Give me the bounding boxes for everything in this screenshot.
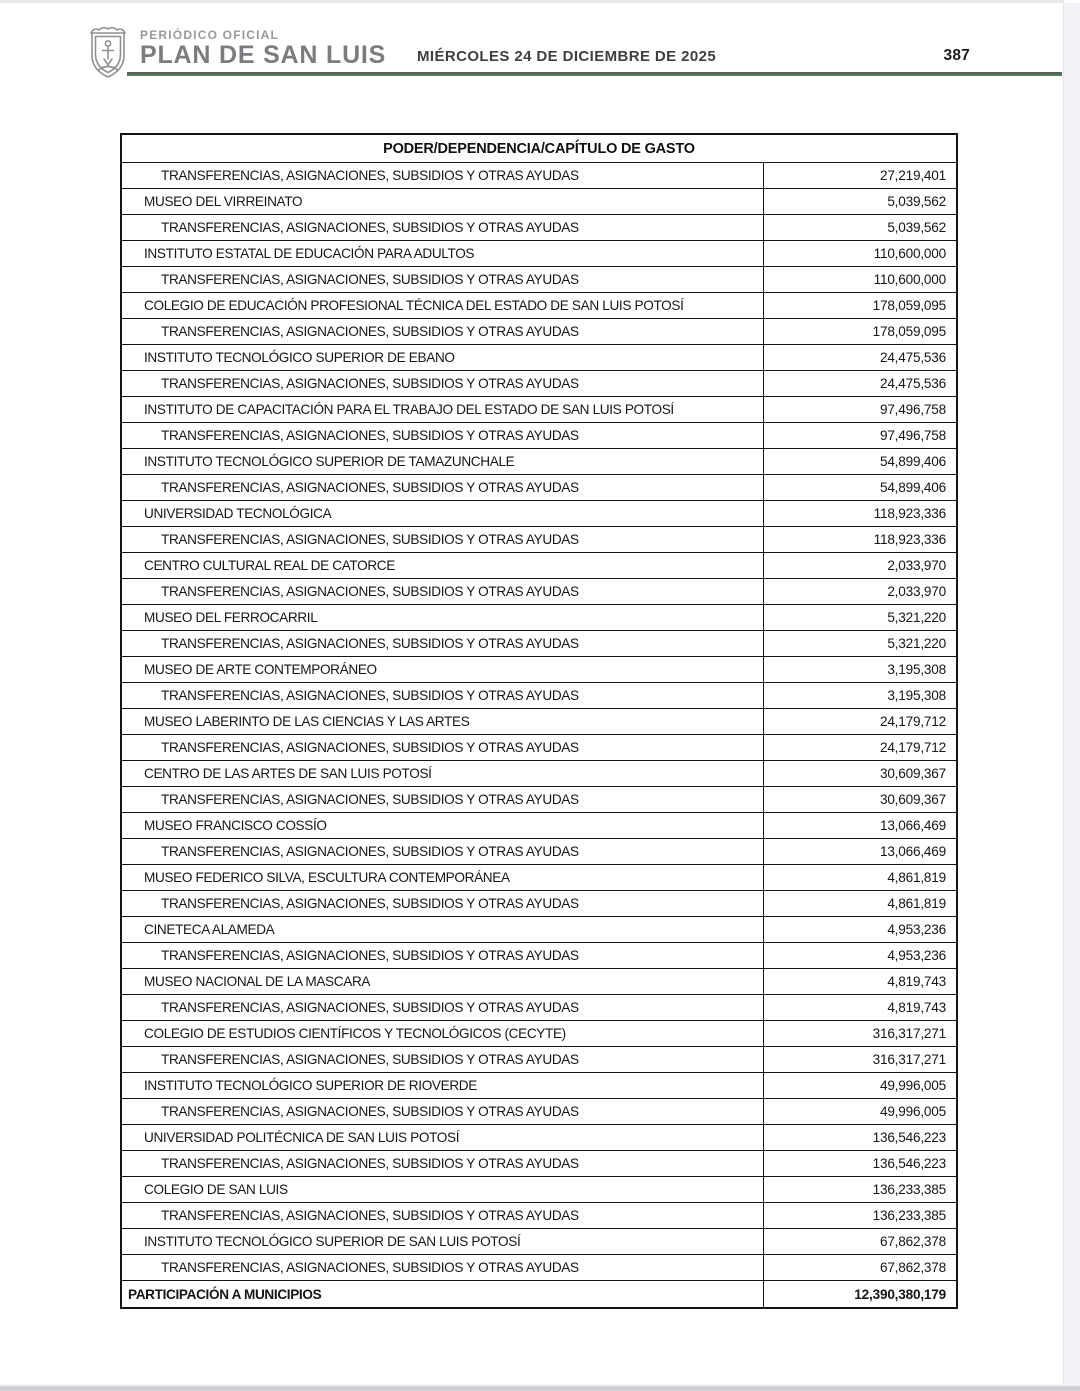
row-value: 24,475,536 [879, 350, 946, 365]
row-value: 3,195,308 [887, 662, 946, 677]
row-value: 13,066,469 [879, 844, 946, 859]
row-label: TRANSFERENCIAS, ASIGNACIONES, SUBSIDIOS Y OTRAS AYUDAS [122, 787, 764, 812]
row-value: 2,033,970 [887, 558, 946, 573]
row-label: MUSEO FEDERICO SILVA, ESCULTURA CONTEMPORÁNEA [122, 865, 764, 890]
table-row [122, 1047, 956, 1073]
row-label: MUSEO DEL VIRREINATO [122, 189, 764, 214]
row-value: 178,059,095 [872, 324, 946, 339]
table-row [122, 683, 956, 709]
row-label: MUSEO NACIONAL DE LA MASCARA [122, 969, 764, 994]
table-row [122, 1177, 956, 1203]
budget-table-body [122, 163, 956, 1307]
table-row [122, 293, 956, 319]
row-value: 5,039,562 [887, 194, 946, 209]
row-label: TRANSFERENCIAS, ASIGNACIONES, SUBSIDIOS Y OTRAS AYUDAS [122, 943, 764, 968]
row-label: INSTITUTO TECNOLÓGICO SUPERIOR DE EBANO [122, 345, 764, 370]
table-row [122, 891, 956, 917]
row-label: MUSEO LABERINTO DE LAS CIENCIAS Y LAS ARTES [122, 709, 764, 734]
row-label: TRANSFERENCIAS, ASIGNACIONES, SUBSIDIOS Y OTRAS AYUDAS [122, 995, 764, 1020]
row-value: 24,475,536 [879, 376, 946, 391]
row-value: 110,600,000 [873, 272, 946, 287]
row-label: PARTICIPACIÓN A MUNICIPIOS [122, 1281, 764, 1307]
row-value: 27,219,401 [879, 168, 946, 183]
row-value: 54,899,406 [879, 480, 946, 495]
row-label: TRANSFERENCIAS, ASIGNACIONES, SUBSIDIOS Y OTRAS AYUDAS [122, 1255, 764, 1280]
row-value: 13,066,469 [879, 818, 946, 833]
budget-table [120, 133, 958, 1309]
row-label: CENTRO CULTURAL REAL DE CATORCE [122, 553, 764, 578]
table-row [122, 215, 956, 241]
row-label: MUSEO DEL FERROCARRIL [122, 605, 764, 630]
table-row [122, 319, 956, 345]
table-row [122, 1073, 956, 1099]
scrollbar-track[interactable] [1063, 3, 1080, 1385]
table-row [122, 995, 956, 1021]
table-row [122, 241, 956, 267]
row-value: 30,609,367 [879, 792, 946, 807]
row-value: 5,321,220 [887, 610, 946, 625]
row-label: MUSEO FRANCISCO COSSÍO [122, 813, 764, 838]
table-row [122, 657, 956, 683]
row-value: 118,923,336 [873, 506, 946, 521]
row-label: INSTITUTO DE CAPACITACIÓN PARA EL TRABAJO DEL ESTADO DE SAN LUIS POTOSÍ [122, 397, 764, 422]
table-header: PODER/DEPENDENCIA/CAPÍTULO DE GASTO [122, 135, 956, 163]
table-row [122, 423, 956, 449]
table-row [122, 1281, 956, 1307]
table-row [122, 1203, 956, 1229]
row-label: TRANSFERENCIAS, ASIGNACIONES, SUBSIDIOS Y OTRAS AYUDAS [122, 839, 764, 864]
table-row [122, 501, 956, 527]
row-label: UNIVERSIDAD POLITÉCNICA DE SAN LUIS POTOSÍ [122, 1125, 764, 1150]
page-number: 387 [943, 47, 970, 64]
row-label: UNIVERSIDAD TECNOLÓGICA [122, 501, 764, 526]
row-value: 54,899,406 [879, 454, 946, 469]
masthead-title: PLAN DE SAN LUIS [140, 41, 387, 69]
row-value: 24,179,712 [879, 714, 946, 729]
table-row [122, 1151, 956, 1177]
row-value: 3,195,308 [887, 688, 946, 703]
table-row [122, 1125, 956, 1151]
row-label: TRANSFERENCIAS, ASIGNACIONES, SUBSIDIOS Y OTRAS AYUDAS [122, 475, 764, 500]
row-value: 110,600,000 [873, 246, 946, 261]
row-value: 5,321,220 [887, 636, 946, 651]
table-row [122, 709, 956, 735]
row-value: 49,996,005 [879, 1078, 946, 1093]
row-value: 4,819,743 [887, 974, 946, 989]
row-label: TRANSFERENCIAS, ASIGNACIONES, SUBSIDIOS Y OTRAS AYUDAS [122, 163, 764, 188]
row-value: 4,861,819 [887, 870, 946, 885]
row-value: 12,390,380,179 [854, 1286, 946, 1302]
table-row [122, 475, 956, 501]
table-row [122, 449, 956, 475]
row-value: 136,233,385 [872, 1182, 946, 1197]
table-row [122, 813, 956, 839]
page-top-edge [0, 0, 1064, 3]
row-label: TRANSFERENCIAS, ASIGNACIONES, SUBSIDIOS Y OTRAS AYUDAS [122, 1099, 764, 1124]
row-label: MUSEO DE ARTE CONTEMPORÁNEO [122, 657, 764, 682]
row-label: TRANSFERENCIAS, ASIGNACIONES, SUBSIDIOS Y OTRAS AYUDAS [122, 423, 764, 448]
row-label: INSTITUTO TECNOLÓGICO SUPERIOR DE TAMAZUNCHALE [122, 449, 764, 474]
masthead-text [140, 26, 386, 69]
table-row [122, 969, 956, 995]
table-row [122, 397, 956, 423]
row-label: TRANSFERENCIAS, ASIGNACIONES, SUBSIDIOS Y OTRAS AYUDAS [122, 735, 764, 760]
row-label: TRANSFERENCIAS, ASIGNACIONES, SUBSIDIOS Y OTRAS AYUDAS [122, 319, 764, 344]
table-row [122, 735, 956, 761]
table-row [122, 631, 956, 657]
row-value: 2,033,970 [887, 584, 946, 599]
table-row [122, 839, 956, 865]
header-date: MIÉRCOLES 24 DE DICIEMBRE DE 2025 [417, 48, 717, 65]
row-label: TRANSFERENCIAS, ASIGNACIONES, SUBSIDIOS Y OTRAS AYUDAS [122, 1203, 764, 1228]
row-value: 30,609,367 [879, 766, 946, 781]
table-row [122, 1229, 956, 1255]
row-label: TRANSFERENCIAS, ASIGNACIONES, SUBSIDIOS Y OTRAS AYUDAS [122, 1047, 764, 1072]
row-label: TRANSFERENCIAS, ASIGNACIONES, SUBSIDIOS Y OTRAS AYUDAS [122, 371, 764, 396]
row-value: 4,953,236 [887, 922, 946, 937]
row-label: TRANSFERENCIAS, ASIGNACIONES, SUBSIDIOS Y OTRAS AYUDAS [122, 1151, 764, 1176]
row-label: TRANSFERENCIAS, ASIGNACIONES, SUBSIDIOS Y OTRAS AYUDAS [122, 631, 764, 656]
row-value: 49,996,005 [879, 1104, 946, 1119]
table-row [122, 865, 956, 891]
row-value: 118,923,336 [873, 532, 946, 547]
row-label: INSTITUTO ESTATAL DE EDUCACIÓN PARA ADULTOS [122, 241, 764, 266]
row-label: TRANSFERENCIAS, ASIGNACIONES, SUBSIDIOS Y OTRAS AYUDAS [122, 891, 764, 916]
row-value: 4,953,236 [887, 948, 946, 963]
row-value: 4,819,743 [887, 1000, 946, 1015]
row-value: 4,861,819 [887, 896, 946, 911]
row-value: 67,862,378 [879, 1234, 946, 1249]
table-row [122, 1099, 956, 1125]
row-label: TRANSFERENCIAS, ASIGNACIONES, SUBSIDIOS Y OTRAS AYUDAS [122, 527, 764, 552]
san-luis-coat-of-arms-icon [85, 26, 131, 80]
row-label: COLEGIO DE EDUCACIÓN PROFESIONAL TÉCNICA DEL ESTADO DE SAN LUIS POTOSÍ [122, 293, 764, 318]
row-value: 5,039,562 [887, 220, 946, 235]
header-rule [127, 72, 1062, 76]
row-label: TRANSFERENCIAS, ASIGNACIONES, SUBSIDIOS Y OTRAS AYUDAS [122, 267, 764, 292]
row-label: INSTITUTO TECNOLÓGICO SUPERIOR DE RIOVERDE [122, 1073, 764, 1098]
row-value: 136,546,223 [872, 1130, 946, 1145]
table-row [122, 527, 956, 553]
row-label: CINETECA ALAMEDA [122, 917, 764, 942]
row-value: 67,862,378 [879, 1260, 946, 1275]
table-row [122, 761, 956, 787]
table-row [122, 787, 956, 813]
masthead-kicker: PERIÓDICO OFICIAL [140, 28, 280, 42]
page-bottom-edge [0, 1384, 1080, 1391]
row-label: INSTITUTO TECNOLÓGICO SUPERIOR DE SAN LUIS POTOSÍ [122, 1229, 764, 1254]
table-row [122, 371, 956, 397]
table-row [122, 605, 956, 631]
table-row [122, 189, 956, 215]
table-row [122, 1255, 956, 1281]
row-value: 316,317,271 [872, 1052, 946, 1067]
row-value: 178,059,095 [872, 298, 946, 313]
table-row [122, 943, 956, 969]
table-row [122, 345, 956, 371]
table-row [122, 267, 956, 293]
table-row [122, 553, 956, 579]
row-value: 97,496,758 [879, 428, 946, 443]
table-row [122, 917, 956, 943]
row-value: 136,233,385 [872, 1208, 946, 1223]
row-label: COLEGIO DE ESTUDIOS CIENTÍFICOS Y TECNOLÓGICOS (CECYTE) [122, 1021, 764, 1046]
row-label: TRANSFERENCIAS, ASIGNACIONES, SUBSIDIOS Y OTRAS AYUDAS [122, 579, 764, 604]
row-value: 316,317,271 [872, 1026, 946, 1041]
row-label: COLEGIO DE SAN LUIS [122, 1177, 764, 1202]
row-value: 136,546,223 [872, 1156, 946, 1171]
table-row [122, 163, 956, 189]
table-row [122, 1021, 956, 1047]
table-row [122, 579, 956, 605]
row-label: TRANSFERENCIAS, ASIGNACIONES, SUBSIDIOS Y OTRAS AYUDAS [122, 683, 764, 708]
row-label: CENTRO DE LAS ARTES DE SAN LUIS POTOSÍ [122, 761, 764, 786]
row-value: 24,179,712 [879, 740, 946, 755]
row-label: TRANSFERENCIAS, ASIGNACIONES, SUBSIDIOS Y OTRAS AYUDAS [122, 215, 764, 240]
row-value: 97,496,758 [879, 402, 946, 417]
